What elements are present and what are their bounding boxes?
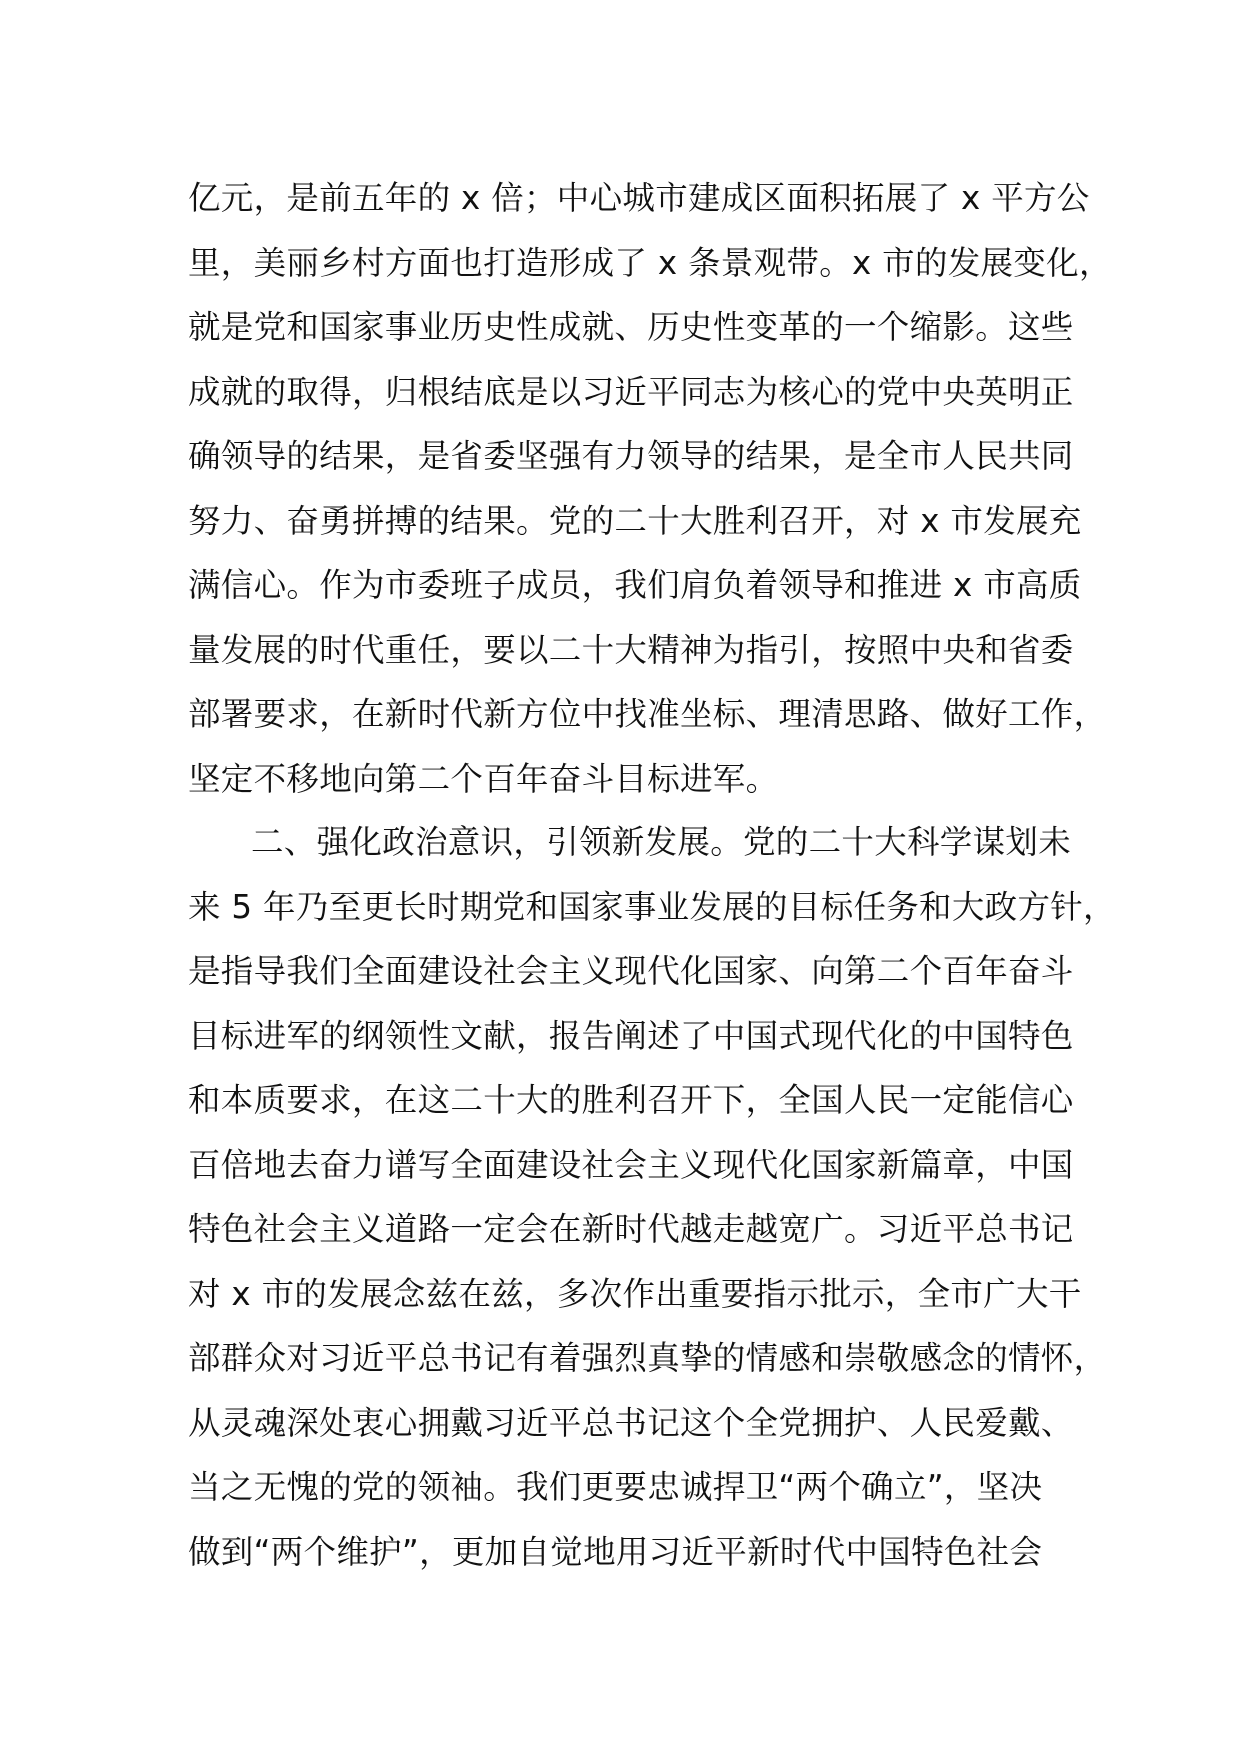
text-line: 部群众对习近平总书记有着强烈真挚的情感和崇敬感念的情怀， <box>188 1339 1107 1377</box>
text-line: 目标进军的纲领性文献，报告阐述了中国式现代化的中国特色 <box>188 1016 1074 1055</box>
text-line: 努力、奋勇拼搏的结果。党的二十大胜利召开，对 x 市发展充 <box>188 501 1082 540</box>
text-line: 确领导的结果，是省委坚强有力领导的结果，是全市人民共同 <box>188 437 1074 475</box>
text-line: 满信心。作为市委班子成员，我们肩负着领导和推进 x 市高质 <box>188 566 1082 604</box>
paragraph-1 <box>188 166 1112 811</box>
text-line: 和本质要求，在这二十大的胜利召开下，全国人民一定能信心 <box>188 1081 1074 1119</box>
text-line: 里，美丽乡村方面也打造形成了 x 条景观带。x 市的发展变化， <box>188 243 1112 282</box>
text-line: 二、强化政治意识，引领新发展。党的二十大科学谋划未 <box>251 823 1072 861</box>
text-line: 从灵魂深处衷心拥戴习近平总书记这个全党拥护、人民爱戴、 <box>188 1403 1074 1442</box>
text-line: 对 x 市的发展念兹在兹，多次作出重要指示批示，全市广大干 <box>188 1274 1082 1313</box>
text-line: 坚定不移地向第二个百年奋斗目标进军。 <box>188 759 779 798</box>
text-line: 是指导我们全面建设社会主义现代化国家、向第二个百年奋斗 <box>188 952 1074 990</box>
text-line: 就是党和国家事业历史性成就、历史性变革的一个缩影。这些 <box>188 308 1074 346</box>
text-line: 来 5 年乃至更长时期党和国家事业发展的目标任务和大政方针， <box>188 887 1116 926</box>
paragraph-2 <box>188 810 1116 1584</box>
text-line: 做到“两个维护”，更加自觉地用习近平新时代中国特色社会 <box>188 1532 1043 1571</box>
text-line: 成就的取得，归根结底是以习近平同志为核心的党中央英明正 <box>188 372 1074 411</box>
text-line: 特色社会主义道路一定会在新时代越走越宽广。习近平总书记 <box>188 1210 1074 1248</box>
text-line: 百倍地去奋力谱写全面建设社会主义现代化国家新篇章，中国 <box>188 1145 1074 1184</box>
text-line: 亿元，是前五年的 x 倍；中心城市建成区面积拓展了 x 平方公 <box>188 179 1090 217</box>
text-line: 部署要求，在新时代新方位中找准坐标、理清思路、做好工作， <box>188 695 1107 733</box>
text-line: 当之无愧的党的领袖。我们更要忠诚捍卫“两个确立”，坚决 <box>188 1468 1043 1506</box>
text-line: 量发展的时代重任，要以二十大精神为指引，按照中央和省委 <box>188 630 1074 669</box>
